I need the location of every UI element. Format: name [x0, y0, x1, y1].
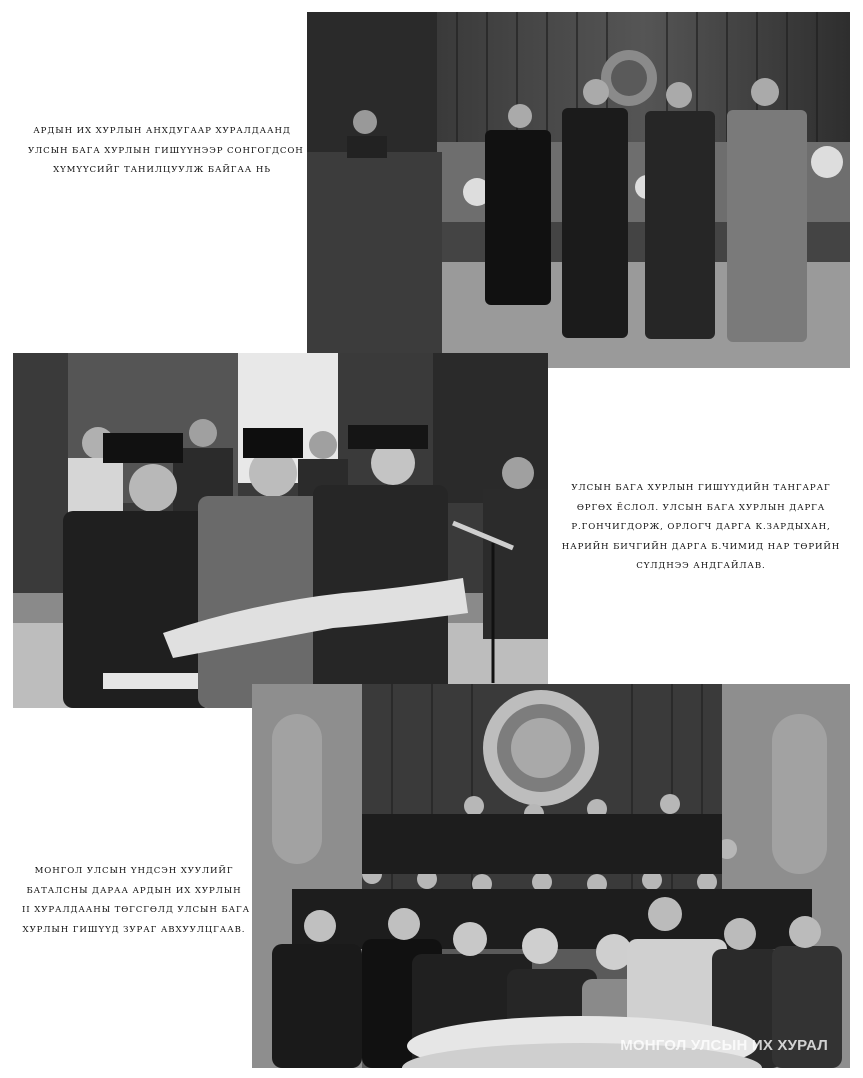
caption-2	[560, 479, 842, 577]
caption-1-line-2: УЛСЫН БАГА ХУРЛЫН ГИШҮҮНЭЭР СОНГОГДСОН	[28, 145, 304, 156]
caption-2-line-4: НАРИЙН БИЧГИЙН ДАРГА Б.ЧИМИД НАР ТӨРИЙН	[561, 541, 841, 552]
caption-3-line-2: БАТАЛСНЫ ДАРАА АРДЫН ИХ ХУРЛЫН	[26, 885, 242, 896]
caption-2-line-5: СҮЛДНЭЭ АНДГАЙЛАВ.	[636, 561, 766, 571]
caption-2-line-2: ӨРГӨХ ЁСЛОЛ. УЛСЫН БАГА ХУРЛЫН ДАРГА	[576, 502, 826, 513]
caption-3-line-4: ХУРЛЫН ГИШҮҮД ЗУРАГ АВХУУЛЦГААВ.	[22, 924, 246, 935]
photo-stage-introduction	[307, 12, 850, 368]
caption-1	[28, 122, 304, 181]
watermark-logo: МОНГОЛ УЛСЫН ИХ ХУРАЛ	[620, 1037, 828, 1054]
caption-3-line-3: II ХУРАЛДААНЫ ТӨГСГӨЛД УЛСЫН БАГА	[22, 905, 251, 915]
caption-3-line-1: МОНГОЛ УЛСЫН ҮНДСЭН ХУУЛИЙГ	[34, 866, 234, 876]
photo-oath-ceremony	[13, 353, 548, 708]
photo-group-members	[252, 684, 850, 1068]
caption-1-line-3: ХҮМҮҮСИЙГ ТАНИЛЦУУЛЖ БАЙГАА НЬ	[53, 165, 271, 175]
caption-2-line-3: Р.ГОНЧИГДОРЖ, ОРЛОГЧ ДАРГА К.ЗАРДЫХАН,	[571, 522, 831, 532]
caption-1-line-1: АРДЫН ИХ ХУРЛЫН АНХДУГААР ХУРАЛДААНД	[33, 126, 291, 136]
caption-3	[22, 862, 251, 940]
caption-2-line-1: УЛСЫН БАГА ХУРЛЫН ГИШҮҮДИЙН ТАНГАРАГ	[571, 483, 831, 493]
